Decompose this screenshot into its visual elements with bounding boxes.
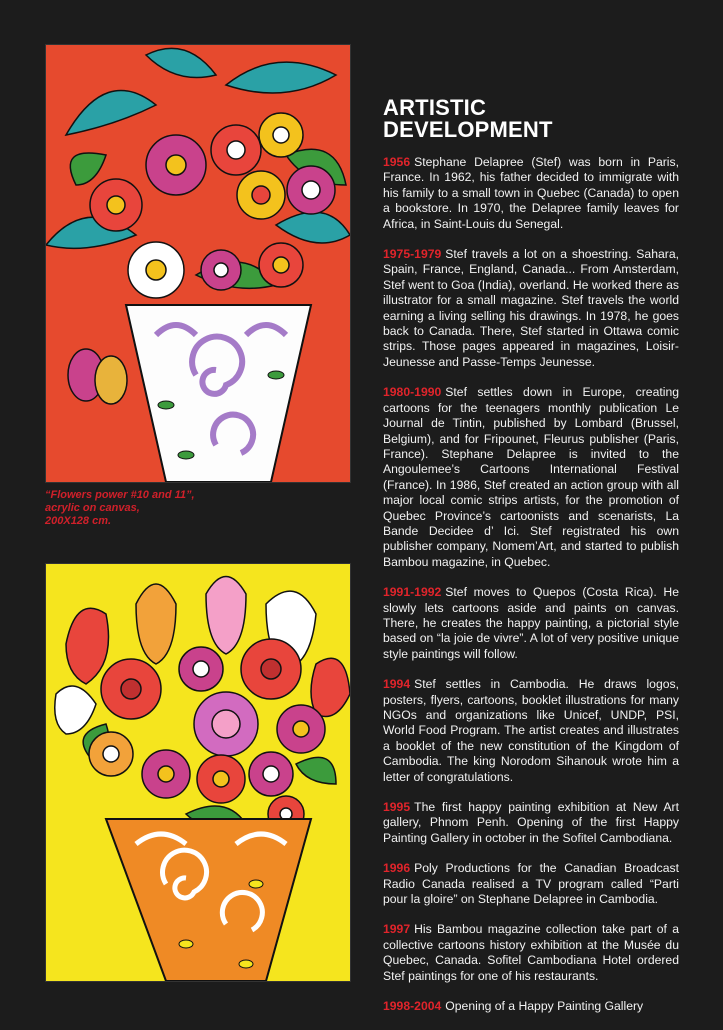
timeline-entry xyxy=(383,861,679,907)
timeline-text: Opening of a Happy Painting Gallery xyxy=(445,999,644,1014)
timeline-text: Stef settles in Cambodia. He draws logos, posters, flyers, cartoons, booklet illustrations for many NGOs and organizations like Unicef, UNDP, PSI, World Food Program. The artist creates and illustrates a booklet of the new constitution of the Kingdom of Cambodia. The king Norodom Sihanouk wrote him a letter of congratulations. xyxy=(383,677,679,784)
timeline-entry xyxy=(383,585,679,662)
painting-flowers-yellow-art xyxy=(46,564,350,981)
painting-caption: “Flowers power #10 and 11”, acrylic on canvas, 200X128 cm. xyxy=(45,489,195,527)
timeline-year: 1956 xyxy=(383,155,411,169)
timeline-year: 1996 xyxy=(383,861,411,876)
painting-flowers-red xyxy=(45,44,351,483)
timeline-text: Poly Productions for the Canadian Broadcast Radio Canada realised a TV program called “Parti pour la gloire” on Stephane Delapree in Cambodia. xyxy=(383,861,679,907)
timeline-text: Stef travels a lot on a shoestring. Sahara, Spain, France, England, Canada... From Amsterdam, Stef went to Goa (India), overland. He worked there as illustrator for a small magazine. Stef travels the world earning a living selling his drawings. In 1978, he goes back to Canada. There, Stef started in Ottawa comic strips. Those pages appeared in magazines, Loisir-Jeunesse and Passe-Temps Jeunesse. xyxy=(383,247,679,369)
timeline-entry xyxy=(383,155,679,232)
timeline-entry xyxy=(383,922,679,984)
timeline-year: 1991-1992 xyxy=(383,585,442,600)
timeline-year: 1998-2004 xyxy=(383,999,442,1014)
timeline-year: 1995 xyxy=(383,800,411,815)
timeline-entry xyxy=(383,247,679,370)
timeline-year: 1980-1990 xyxy=(383,385,442,400)
timeline-year: 1997 xyxy=(383,922,411,937)
painting-flowers-red-art xyxy=(46,45,350,482)
timeline-entry xyxy=(383,999,679,1014)
timeline-text: Stef settles down in Europe, creating cartoons for the teenagers monthly publication Le Journal de Tintin, published by Lombard (Brussel, Belgium), and for Fripounet, Fleurus publisher (Paris, France). Stephane Delapree is invited to the Angoulemee’s Cartoons International Festival (France). In 1986, Stef created an action group with all major local comic strips artists, for the promotion of Quebec Province’s cartoonists and scenarists, La Bande Decidee d’ Ici. Stef registrated his own publisher company, Nomem’Art, and started to publish Bambou magazine, in Quebec. xyxy=(383,385,679,569)
timeline-text: Stephane Delapree (Stef) was born in Paris, France. In 1962, his father decided to immigrate with his family to a small town in Quebec (Canada) to open a bookstore. In 1970, the Delapree family leaves for Africa, in Saint-Louis du Senegal. xyxy=(383,155,679,231)
timeline-year: 1975-1979 xyxy=(383,247,442,262)
timeline-text: His Bambou magazine collection take part of a collective cartoons history exhibition at the Musée du Quebec, Canada. Sofitel Cambodiana Hotel ordered Stef paintings for one of his restaurants. xyxy=(383,922,679,983)
page-title: ARTISTIC DEVELOPMENT xyxy=(383,95,553,142)
timeline-entry xyxy=(383,677,679,785)
timeline-entry xyxy=(383,385,679,570)
timeline-year: 1994 xyxy=(383,677,411,692)
timeline-text: The first happy painting exhibition at New Art gallery, Phnom Penh. Opening of the first Happy Painting Gallery in october in the Sofitel Cambodiana. xyxy=(383,800,679,845)
timeline-entry xyxy=(383,800,679,846)
timeline-text: Stef moves to Quepos (Costa Rica). He slowly lets cartoons aside and paints on canvas. There, he creates the happy painting, a pictorial style based on “la joie de vivre”. A lot of very positive unique style paintings will follow. xyxy=(383,585,679,661)
painting-flowers-yellow xyxy=(45,563,351,982)
timeline xyxy=(383,155,679,1030)
